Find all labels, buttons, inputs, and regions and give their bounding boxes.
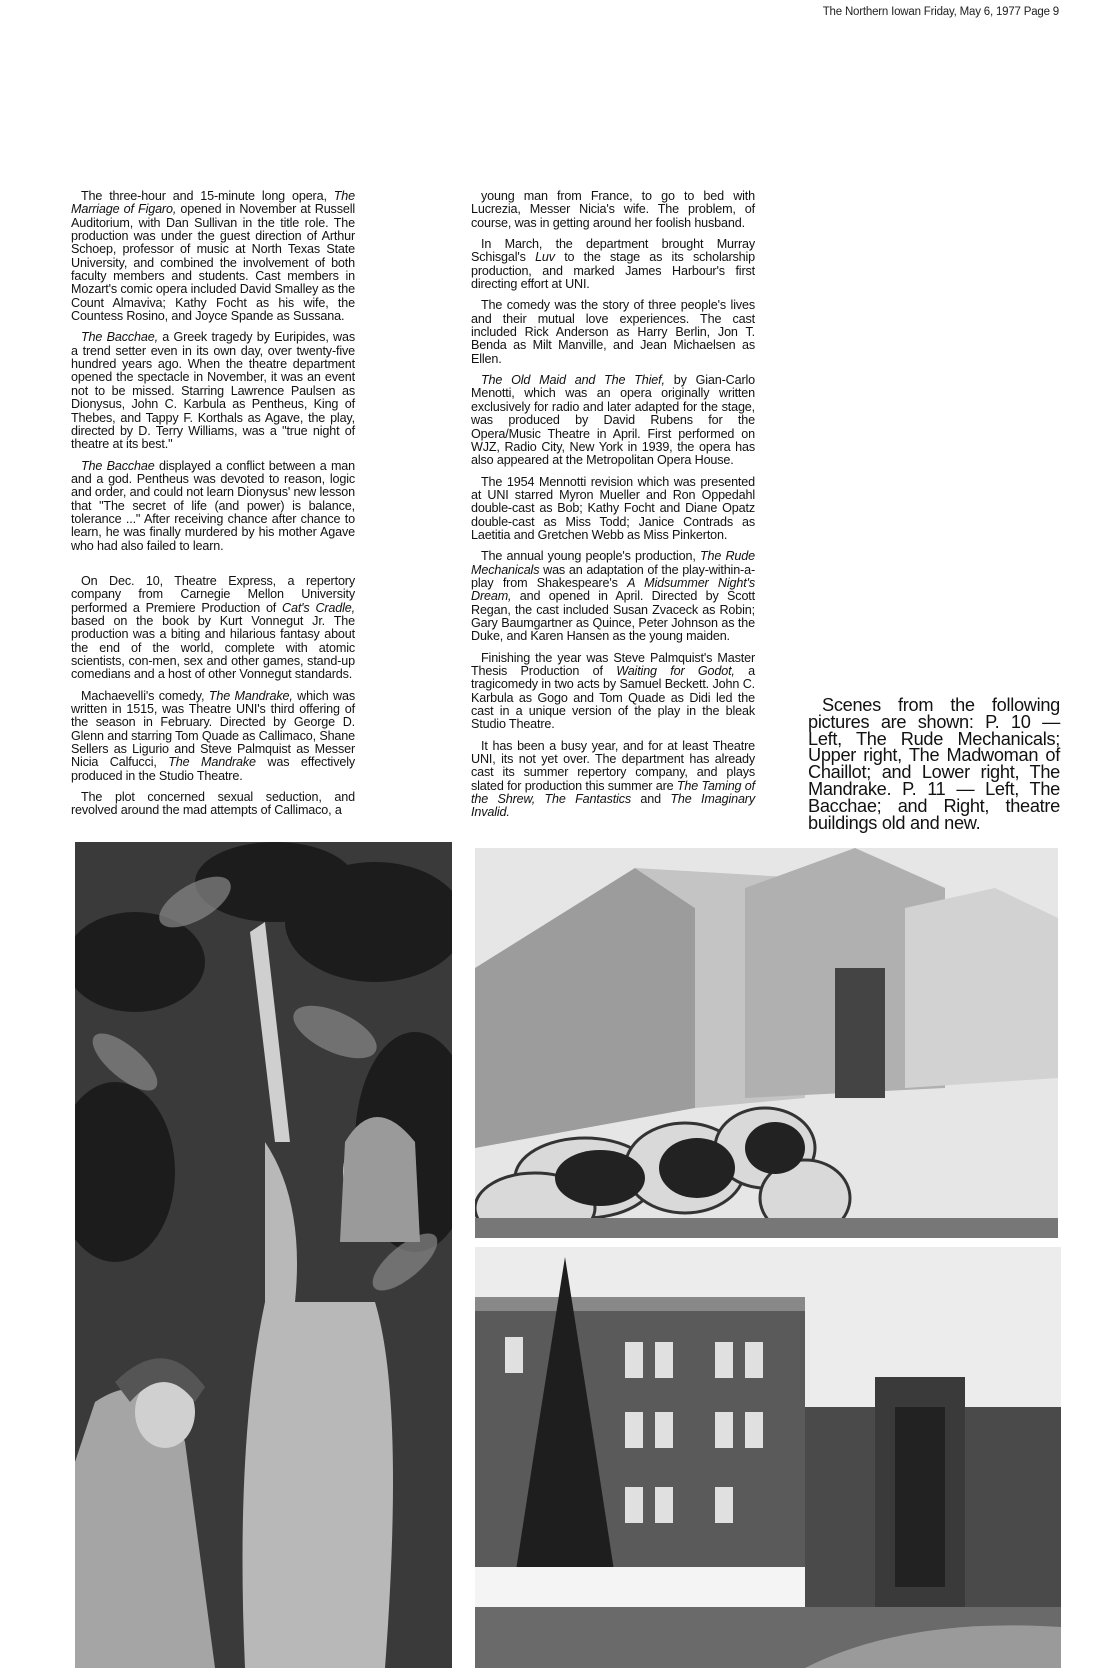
body-text: a Greek tragedy by Euripides, was a trend setter even in its own day, over twenty-five hundred years ago. When the theatre department opened the spectacle in November, it was an event not to be missed. Starring Lawrence Paulsen as Dionysus, John C. Karbula as Pentheus, King of Thebes, and Tappy F. Korthals as Agave, the play, directed by D. Terry Williams, was a "true night of theatre at its best." <box>71 330 355 452</box>
italic-title-text: The Imaginary Invalid. <box>471 792 755 820</box>
article-paragraph <box>471 652 755 732</box>
body-text: The plot concerned sexual seduction, and revolved around the mad attempts of Callimaco, a <box>71 790 355 818</box>
article-column-left <box>71 190 355 826</box>
article-paragraph <box>471 740 755 820</box>
italic-title-text: The Old Maid and The Thief, <box>481 373 665 388</box>
photo-old-theatre-building <box>475 1247 1061 1668</box>
article-paragraph <box>471 550 755 643</box>
italic-title-text: Waiting for Godot, <box>616 664 735 678</box>
article-paragraph <box>71 460 355 553</box>
body-text: In March, the department brought Murray Schisgal's <box>471 237 755 265</box>
body-text: was an adaptation of the play-within-a-play from Shakespeare's <box>471 562 755 590</box>
body-text: and <box>631 792 671 807</box>
italic-title-text: The Bacchae, <box>81 330 158 345</box>
body-text: displayed a conflict between a man and a god. Pentheus was devoted to reason, logic and order, and could not learn Dionysus' new lesson that "The secret of life (and power) is balance, tolerance ..." After receiving chance after chance to learn, he was finally murdered by his mother Agave who had also failed to learn. <box>71 458 355 553</box>
article-paragraph <box>471 190 755 230</box>
body-text: The comedy was the story of three people's lives and their mutual love experiences. The cast included Rick Anderson as Harry Berlin, Jon T. Benda as Milt Manville, and Jean Michaelsen as Ellen. <box>471 298 755 366</box>
body-text: was effectively produced in the Studio Theatre. <box>71 755 355 783</box>
italic-title-text: The Mandrake <box>168 755 256 770</box>
italic-title-text: Luv <box>535 250 555 265</box>
body-text: Machaevelli's comedy, <box>81 688 209 703</box>
body-text: On Dec. 10, Theatre Express, a repertory company from Carnegie Mellon University performed a Premiere Production of <box>71 573 355 615</box>
article-paragraph <box>471 238 755 291</box>
italic-title-text: The Bacchae <box>81 458 155 473</box>
body-text: to the stage as its scholarship production, and marked James Harbour's first directing effort at UNI. <box>471 250 756 292</box>
article-paragraph <box>471 299 755 366</box>
article-paragraph <box>471 374 755 467</box>
article-paragraph <box>71 791 355 818</box>
body-text: Finishing the year was Steve Palmquist's Master Thesis Production of <box>471 650 755 678</box>
body-text: which was written in 1515, was Theatre UNI's third offering of the season in February. Directed by George D. Glenn and starring Tom Quade as Callimaco, Shane Sellers as Ligurio and Steve Palmquist as Messer Nicia Calfucci, <box>71 688 355 770</box>
body-text: It has been a busy year, and for at least Theatre UNI, its not yet over. The department has already cast its summer repertory company, and plays slated for production this summer are <box>471 738 755 793</box>
photo-new-theatre-building <box>475 848 1058 1238</box>
italic-title-text: Cat's Cradle, <box>282 600 355 615</box>
italic-title-text: The Marriage of Figaro, <box>71 189 355 217</box>
body-text: The annual young people's production, <box>481 549 700 564</box>
body-text: young man from France, to go to bed with Lucrezia, Messer Nicia's wife. The problem, of course, was in getting around her foolish husband. <box>471 189 755 230</box>
body-text: by Gian-Carlo Menotti, which was an opera originally written exclusively for radio and later adapted for the stage, was produced by David Rubens for the Opera/Music Theatre in April. First performed on WJZ, Radio City, New York in 1939, the opera has also appeared at the Metropolitan Opera House. <box>471 373 756 468</box>
body-text: The 1954 Mennotti revision which was presented at UNI starred Myron Mueller and Ron Oppedahl double-cast as Bob; Kathy Focht and Diane Opatz double-cast as Miss Todd; Janice Contrads as Laetitia and Gretchen Webb as Miss Pinkerton. <box>471 474 755 542</box>
article-paragraph <box>71 190 355 323</box>
article-paragraph <box>71 690 355 783</box>
photo-caption: Scenes from the following pictures are shown: P. 10 — Left, The Rude Mechanicals; Upper right, The Madwoman of Chaillot; and Lower right, The Mandrake. P. 11 — Left, The Bacchae; and Right, theatre buildings old and new. <box>808 695 1060 833</box>
body-text: opened in November at Russell Auditorium, with Dan Sullivan in the title role. The production was under the guest direction of Arthur Schoep, professor of music at North Texas State University, and combined the involvement of both faculty members and students. Cast members in Mozart's comic opera included David Smalley as the Count Almaviva; Kathy Focht as his wife, the Countess Rosino, and Joyce Spande as Sussana. <box>71 202 355 324</box>
article-paragraph <box>71 331 355 451</box>
page-header: The Northern Iowan Friday, May 6, 1977 Page 9 <box>822 6 1059 18</box>
body-text: and opened in April. Directed by Scott Regan, the cast included Susan Zvaceck as Robin; Gary Baumgartner as Quince, Peter Johnson as the Duke, and Karen Hansen as the young maiden. <box>471 589 755 644</box>
italic-title-text: The Taming of the Shrew, The Fantastics <box>471 778 755 807</box>
body-text: The three-hour and 15-minute long opera, <box>81 189 334 203</box>
italic-title-text: A Midsummer Night's Dream, <box>471 575 755 604</box>
article-column-middle <box>471 190 755 828</box>
body-text: a tragicomedy in two acts by Samuel Beckett. John C. Karbula as Gogo and Tom Quade as Didi led the cast in a unique version of the play in the bleak Studio Theatre. <box>471 664 755 732</box>
body-text: based on the book by Kurt Vonnegut Jr. The production was a biting and hilarious fantasy about the end of the world, complete with atomic scientists, con-men, sex and other games, stand-up comedians and a host of other Vonnegut standards. <box>71 613 355 682</box>
article-paragraph <box>71 575 355 682</box>
italic-title-text: The Mandrake, <box>208 688 293 703</box>
article-paragraph <box>471 476 755 543</box>
italic-title-text: The Rude Mechanicals <box>471 549 755 577</box>
photo-bacchae-performers <box>75 842 452 1668</box>
